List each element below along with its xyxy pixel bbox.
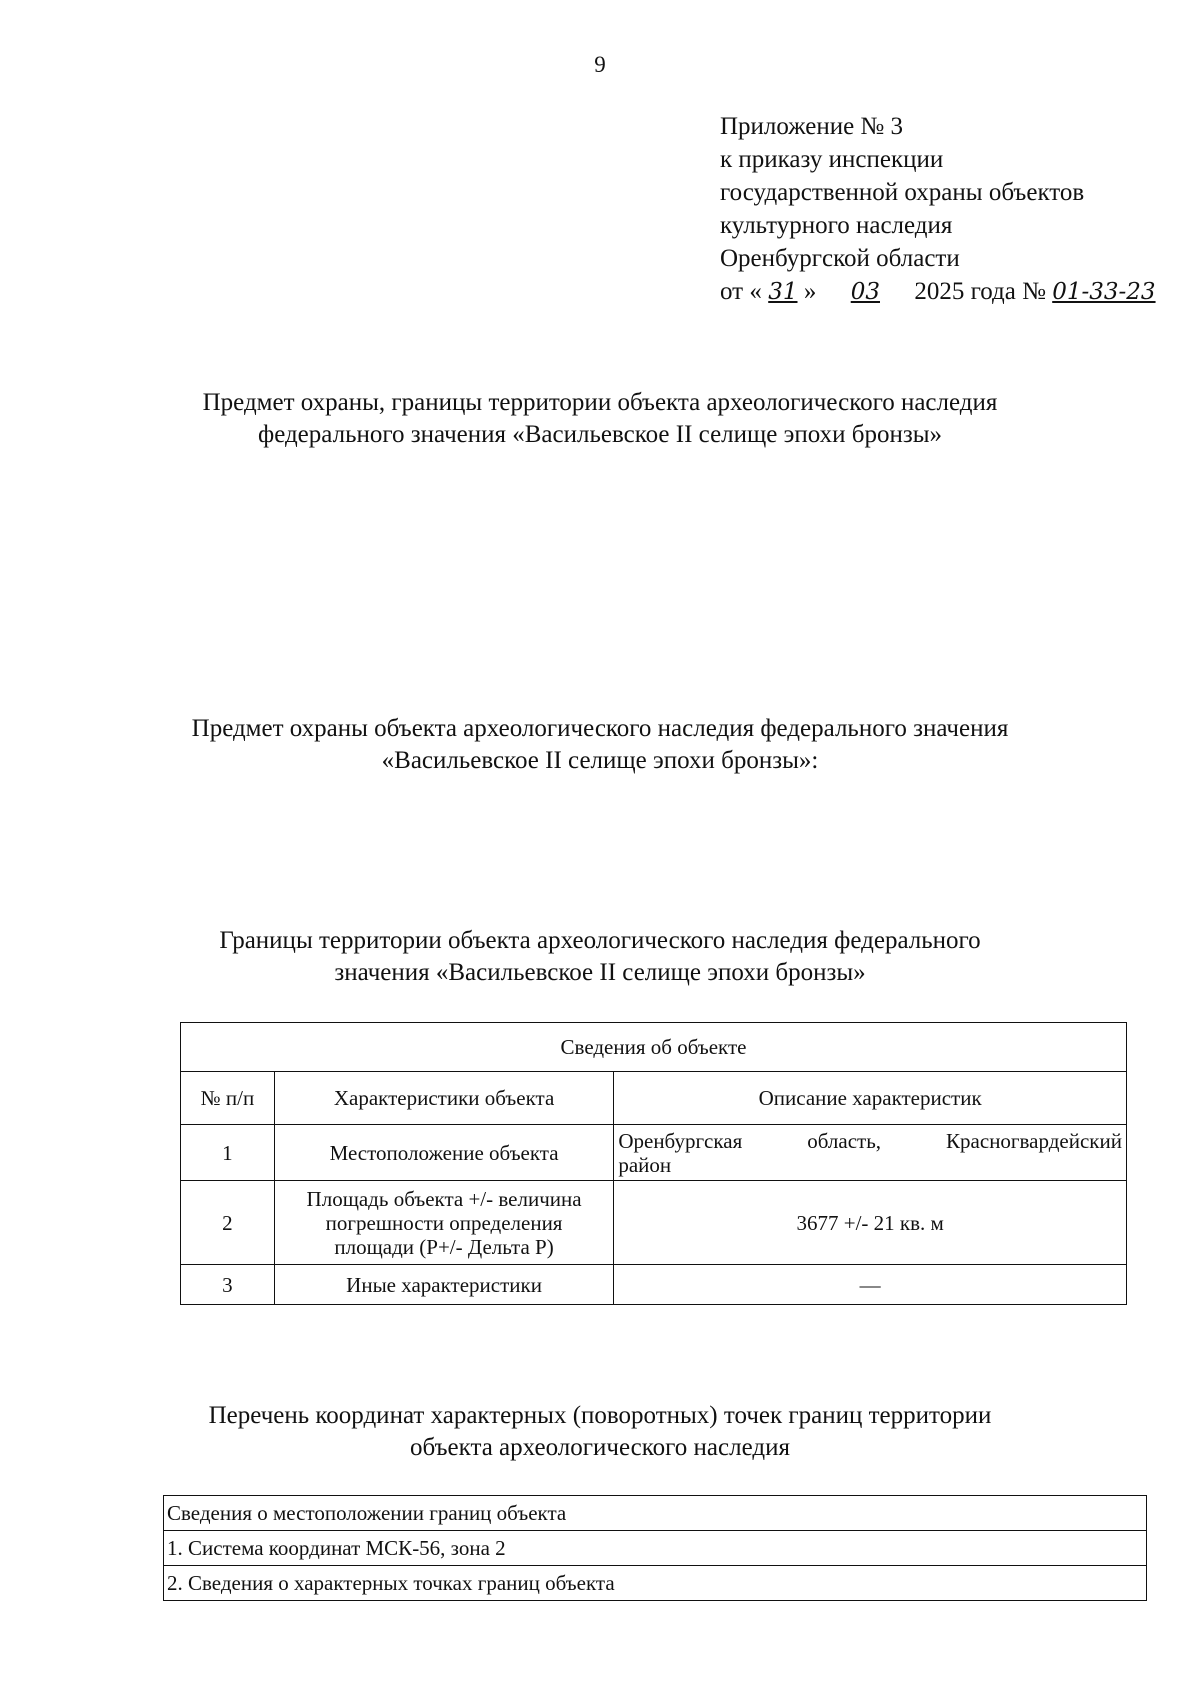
- appendix-block: [720, 110, 1156, 309]
- location-row-3: 2. Сведения о характерных точках границ объекта: [164, 1566, 1147, 1601]
- coords-heading: [120, 1400, 1080, 1464]
- column-header-characteristic: Характеристики объекта: [274, 1072, 614, 1125]
- subject-heading: [120, 713, 1080, 777]
- date-year: 2025 года №: [914, 278, 1046, 305]
- coords-heading-line-1: Перечень координат характерных (поворотных) точек границ территории: [208, 1402, 992, 1429]
- handwritten-month: 03: [850, 279, 880, 305]
- table-row: [164, 1496, 1147, 1531]
- location-table: [163, 1495, 1147, 1601]
- appendix-line-4: культурного наследия: [720, 212, 953, 239]
- row-number: 3: [181, 1265, 275, 1305]
- row-number: 1: [181, 1125, 275, 1181]
- description-word: область,: [807, 1128, 882, 1153]
- appendix-line-1: Приложение № 3: [720, 113, 904, 140]
- characteristic-line-2: погрешности определения: [325, 1210, 563, 1235]
- table-row: [181, 1125, 1127, 1181]
- row-number: 2: [181, 1181, 275, 1265]
- boundaries-heading-line-2: значения «Васильевское II селище эпохи бронзы»: [334, 959, 866, 986]
- description-word: Оренбургская: [618, 1128, 743, 1153]
- handwritten-order-number: 01-33-23: [1052, 279, 1156, 305]
- boundaries-heading: [120, 925, 1080, 989]
- page-number: 9: [594, 52, 606, 77]
- column-header-number: № п/п: [181, 1072, 275, 1125]
- location-row-2: 1. Система координат МСК-56, зона 2: [164, 1531, 1147, 1566]
- description-word: Красногвардейский: [946, 1128, 1122, 1153]
- appendix-line-3: государственной охраны объектов: [720, 179, 1085, 206]
- title-line-1: Предмет охраны, границы территории объекта археологического наследия: [202, 389, 998, 416]
- characteristic-line-1: Площадь объекта +/- величина: [306, 1186, 582, 1211]
- boundaries-heading-line-1: Границы территории объекта археологического наследия федерального: [219, 927, 981, 954]
- row-description: 3677 +/- 21 кв. м: [614, 1181, 1127, 1265]
- row-characteristic: [274, 1181, 614, 1265]
- row-description: —: [614, 1265, 1127, 1305]
- table-row: [181, 1181, 1127, 1265]
- table-row: [164, 1566, 1147, 1601]
- subject-heading-line-2: «Васильевское II селище эпохи бронзы»:: [381, 747, 819, 774]
- appendix-line-5: Оренбургской области: [720, 245, 960, 272]
- subject-heading-line-1: Предмет охраны объекта археологического наследия федерального значения: [191, 715, 1009, 742]
- table-row: [164, 1531, 1147, 1566]
- row-description: [614, 1125, 1127, 1181]
- appendix-date-line: [720, 275, 1156, 309]
- coords-heading-line-2: объекта археологического наследия: [410, 1434, 790, 1461]
- characteristic-line-3: площади (P+/- Дельта P): [334, 1234, 554, 1259]
- location-row-1: Сведения о местоположении границ объекта: [164, 1496, 1147, 1531]
- title-line-2: федерального значения «Васильевское II селище эпохи бронзы»: [258, 421, 942, 448]
- date-prefix: от «: [720, 278, 762, 305]
- appendix-line-2: к приказу инспекции: [720, 146, 944, 173]
- table-row: [181, 1265, 1127, 1305]
- object-info-table: [180, 1022, 1127, 1305]
- row-characteristic: Местоположение объекта: [274, 1125, 614, 1181]
- handwritten-day: 31: [768, 279, 798, 305]
- date-sep: »: [803, 278, 817, 305]
- description-line-2: район: [618, 1152, 672, 1177]
- document-title: [120, 387, 1080, 451]
- column-header-description: Описание характеристик: [614, 1072, 1127, 1125]
- object-info-caption: Сведения об объекте: [181, 1023, 1127, 1072]
- row-characteristic: Иные характеристики: [274, 1265, 614, 1305]
